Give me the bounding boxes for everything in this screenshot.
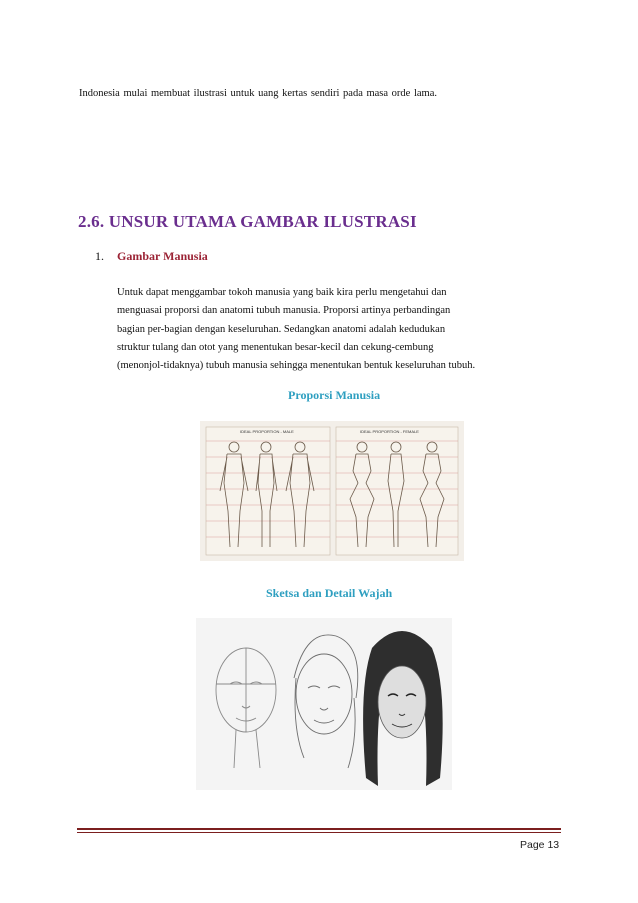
paragraph-line: bagian per-bagian dengan keseluruhan. Sedangkan anatomi adalah kedudukan: [117, 323, 446, 335]
paragraph-line: menguasai proporsi dan anatomi tubuh manusia. Proporsi artinya perbandingan: [117, 305, 451, 317]
figure-caption-proporsi: Proporsi Manusia: [288, 388, 381, 402]
paragraph-line: (menonjol-tidaknya) tubuh manusia sehingga menentukan bentuk keseluruhan tubuh.: [117, 360, 476, 372]
list-number: 1.: [95, 249, 104, 263]
figure-caption-sketsa: Sketsa dan Detail Wajah: [266, 586, 393, 600]
list-label: Gambar Manusia: [117, 249, 208, 263]
proportion-figure-image: [200, 421, 464, 561]
body-paragraph: [117, 284, 557, 375]
face-sketch-image: [196, 618, 452, 790]
footer-rule-thin: [77, 832, 561, 833]
paragraph-line: Untuk dapat menggambar tokoh manusia yang baik kira perlu mengetahui dan: [117, 287, 447, 298]
figure-heading-female: IDEAL PROPORTION - FEMALE: [360, 429, 419, 434]
intro-text: Indonesia mulai membuat ilustrasi untuk uang kertas sendiri pada masa orde lama.: [79, 88, 437, 99]
footer-rule: [77, 828, 561, 830]
figure-heading-male: IDEAL PROPORTION - MALE: [240, 429, 294, 434]
paragraph-line: struktur tulang dan otot yang menentukan besar-kecil dan cekung-cembung: [117, 341, 434, 353]
list-item-gambar-manusia: [95, 249, 208, 264]
section-title: 2.6. UNSUR UTAMA GAMBAR ILUSTRASI: [78, 212, 417, 231]
page-number: Page 13: [520, 839, 560, 851]
